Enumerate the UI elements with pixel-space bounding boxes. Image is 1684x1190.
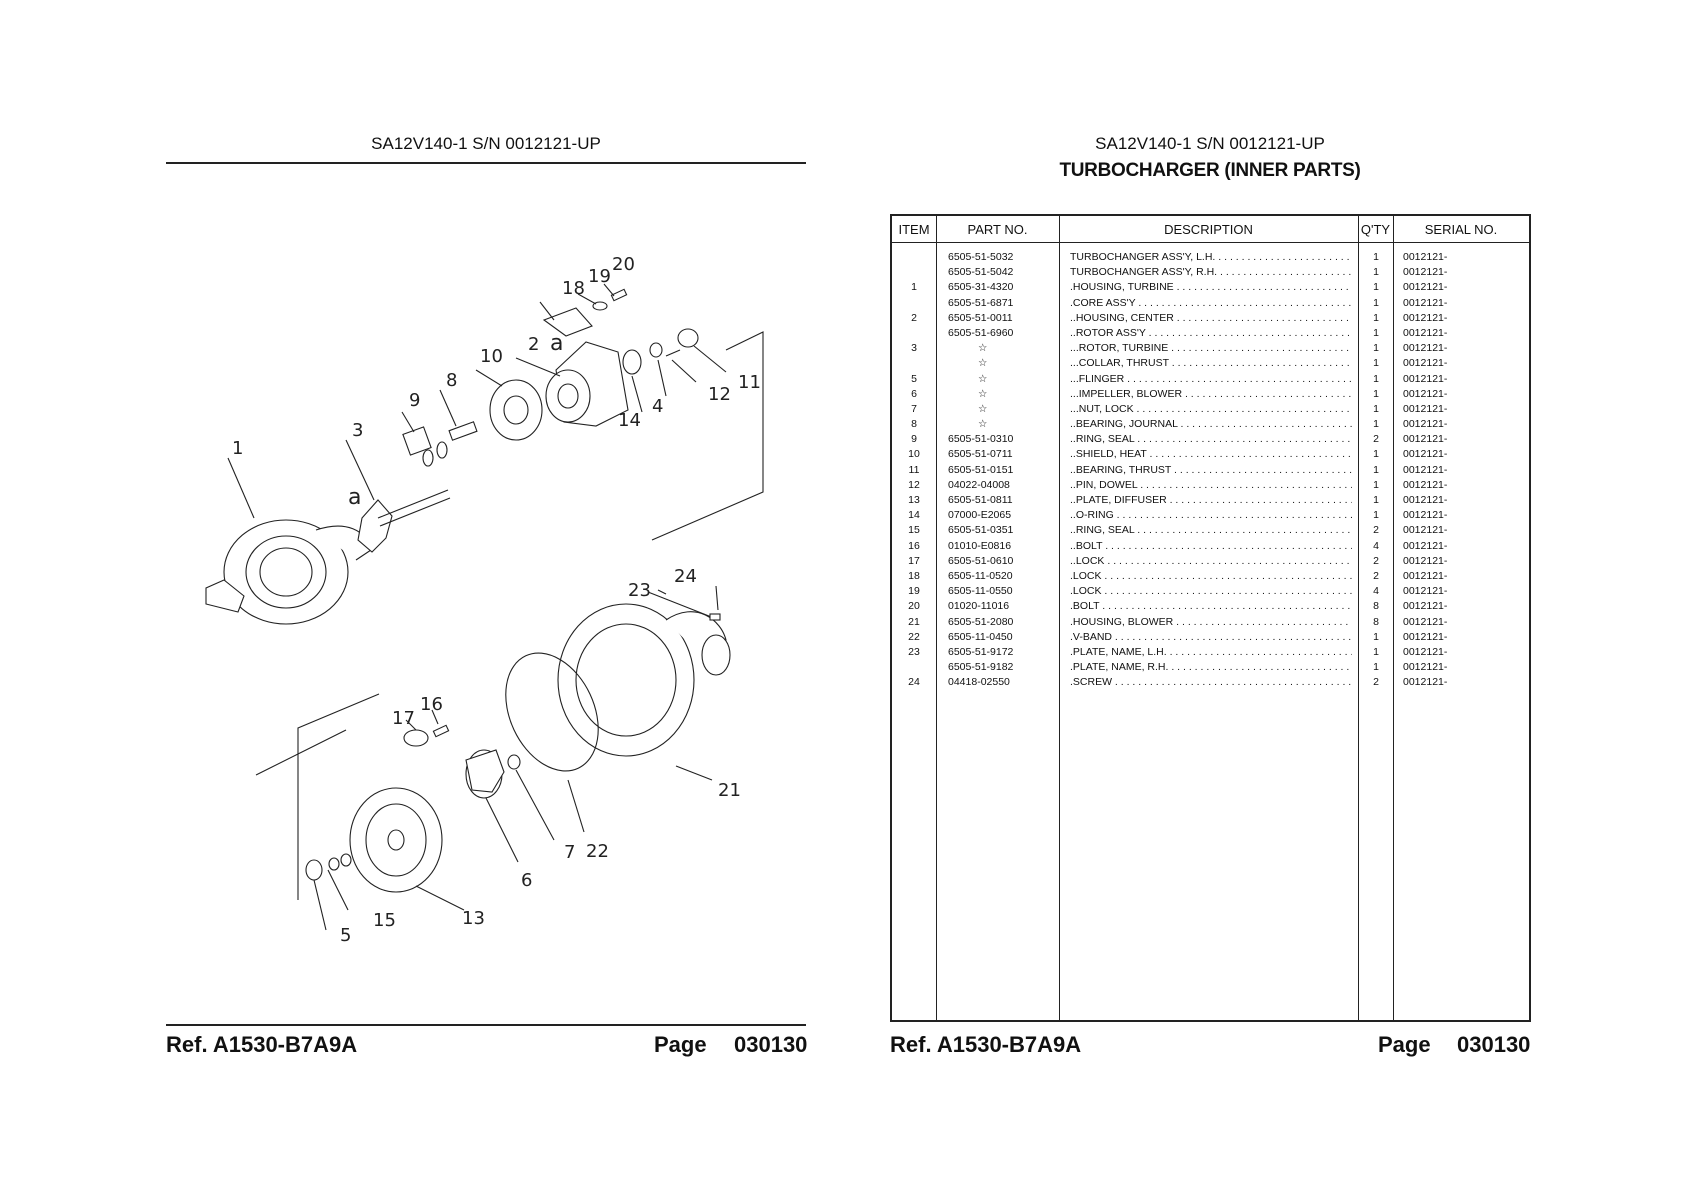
cell-serial-no: 0012121- [1403, 630, 1448, 643]
screw-part [710, 614, 720, 620]
cell-part-no: 6505-51-6960 [948, 326, 1014, 339]
cell-serial-no: 0012121- [1403, 478, 1448, 491]
cell-item: 2 [911, 311, 917, 324]
lock-nut-part [508, 755, 520, 769]
callout-12: 12 [708, 384, 731, 405]
callout-6: 6 [521, 870, 533, 891]
cell-description: .LOCK . . . [1070, 569, 1352, 584]
cell-qty: 1 [1373, 326, 1379, 339]
parts-rows [892, 250, 1529, 690]
table-row [892, 584, 1529, 599]
parts-table [890, 214, 1531, 1022]
cell-serial-no: 0012121- [1403, 569, 1448, 582]
callout-5: 5 [340, 925, 352, 946]
cell-description: .HOUSING, TURBINE . . . [1070, 280, 1352, 295]
turbine-housing-part [206, 520, 371, 624]
upper-group-frame [652, 332, 763, 540]
table-row [892, 311, 1529, 326]
table-row [892, 675, 1529, 690]
cell-item: 12 [908, 478, 920, 491]
cell-qty: 1 [1373, 342, 1379, 355]
cell-part-no: 6505-11-0520 [948, 569, 1013, 582]
cell-qty: 2 [1373, 676, 1379, 689]
cell-item: 13 [908, 494, 920, 506]
cell-item: 3 [911, 342, 917, 355]
col-header-item: ITEM [898, 222, 930, 237]
cell-qty: 2 [1373, 524, 1379, 537]
callout-16: 16 [420, 694, 443, 715]
blower-housing-part [558, 604, 730, 756]
cell-qty: 1 [1373, 448, 1379, 461]
cell-qty: 4 [1373, 585, 1379, 598]
cell-item: 1 [911, 281, 917, 294]
callout-a-upper: a [550, 331, 564, 356]
left-footer-page-number: 030130 [734, 1032, 808, 1057]
cell-item: 9 [911, 433, 917, 446]
cell-qty: 2 [1373, 569, 1379, 582]
right-footer-page-label: Page [1378, 1032, 1431, 1057]
bolt-16-part [433, 725, 448, 736]
cell-item: 19 [908, 585, 920, 598]
cell-serial-no: 0012121- [1403, 463, 1448, 476]
cell-part-no: 01020-11016 [948, 600, 1010, 613]
exploded-parts-diagram [166, 200, 806, 1020]
cell-part-no: 01010-E0816 [948, 539, 1012, 552]
callout-20: 20 [612, 254, 635, 275]
cell-part-no: 6505-51-2080 [948, 615, 1014, 628]
cell-serial-no: 0012121- [1403, 448, 1448, 461]
col-header-part-no: PART NO. [967, 222, 1028, 237]
cell-item: 11 [908, 463, 920, 476]
table-row [892, 356, 1529, 371]
table-row [892, 250, 1529, 265]
cell-description: ...NUT, LOCK . . . [1070, 402, 1352, 417]
cell-qty: 2 [1373, 433, 1379, 446]
cell-description: ..O-RING . . . [1070, 508, 1352, 523]
cell-description: ..BEARING, JOURNAL . . . [1070, 417, 1352, 432]
cell-qty: 1 [1373, 281, 1379, 294]
cell-description: TURBOCHANGER ASS'Y, R.H. . . . [1070, 265, 1352, 280]
table-row [892, 660, 1529, 675]
cell-item: 8 [911, 418, 917, 431]
table-row [892, 599, 1529, 614]
cell-qty: 1 [1373, 463, 1379, 476]
cell-part-no: 6505-51-0610 [948, 554, 1014, 567]
cell-part-no: 6505-51-0310 [948, 433, 1014, 446]
callout-4: 4 [652, 396, 664, 417]
cell-item: 16 [908, 539, 920, 552]
heat-shield-part [490, 380, 542, 440]
col-header-description: DESCRIPTION [1164, 222, 1253, 237]
callout-14: 14 [618, 410, 641, 431]
cell-serial-no: 0012121- [1403, 661, 1448, 674]
cell-qty: 4 [1373, 539, 1379, 552]
cell-serial-no: 0012121- [1403, 357, 1448, 370]
table-row [892, 372, 1529, 387]
cell-qty: 1 [1373, 266, 1379, 279]
cell-description: .SCREW . . . [1070, 675, 1352, 690]
table-row [892, 280, 1529, 295]
cell-qty: 2 [1373, 554, 1379, 567]
cell-serial-no: 0012121- [1403, 494, 1448, 506]
cell-serial-no: 0012121- [1403, 266, 1448, 279]
cell-serial-no: 0012121- [1403, 645, 1448, 658]
cell-description: .V-BAND . . . [1070, 630, 1352, 645]
table-row [892, 265, 1529, 280]
table-row [892, 432, 1529, 447]
cell-item: 21 [908, 615, 920, 628]
cell-part-no: 6505-51-5032 [948, 251, 1014, 263]
cell-item: 6 [911, 387, 917, 400]
callout-7: 7 [564, 842, 576, 863]
cell-item: 10 [908, 448, 920, 461]
cell-description: ..SHIELD, HEAT . . . [1070, 447, 1352, 462]
cell-serial-no: 0012121- [1403, 418, 1448, 431]
table-row [892, 630, 1529, 645]
cell-serial-no: 0012121- [1403, 509, 1448, 522]
cell-part-no: 04418-02550 [948, 676, 1010, 689]
cell-qty: 1 [1373, 509, 1379, 522]
cell-description: .PLATE, NAME, R.H. . . . [1070, 660, 1352, 675]
dowel-pin-part [666, 350, 680, 356]
cell-description: ..RING, SEAL . . . [1070, 432, 1352, 447]
col-header-qty: Q'TY [1360, 222, 1391, 237]
cell-serial-no: 0012121- [1403, 251, 1448, 263]
cell-part-no: 6505-51-0351 [948, 524, 1014, 537]
callout-19: 19 [588, 266, 611, 287]
cell-item: 17 [908, 554, 920, 567]
cell-part-no: 6505-11-0550 [948, 585, 1013, 598]
cell-description: .HOUSING, BLOWER . . . [1070, 615, 1352, 630]
blower-impeller-part [466, 750, 504, 798]
cell-qty: 1 [1373, 494, 1379, 506]
cell-description: ..RING, SEAL . . . [1070, 523, 1352, 538]
cell-part-no: 6505-51-9172 [948, 645, 1014, 658]
table-row [892, 402, 1529, 417]
cell-part-no: 6505-51-5042 [948, 266, 1014, 279]
table-row [892, 478, 1529, 493]
table-row [892, 554, 1529, 569]
cell-qty: 1 [1373, 311, 1379, 324]
table-row [892, 539, 1529, 554]
callout-2: 2 [528, 334, 540, 355]
cell-item: 15 [908, 524, 920, 537]
seal-ring-15b-part [341, 854, 351, 866]
left-footer-rule [166, 1024, 806, 1026]
seal-ring-15a-part [329, 858, 339, 870]
cell-qty: 1 [1373, 251, 1379, 263]
callout-18: 18 [562, 278, 585, 299]
cell-description: ..BEARING, THRUST . . . [1070, 463, 1352, 478]
cell-qty: 1 [1373, 357, 1379, 370]
cell-part-no: 6505-51-0711 [948, 448, 1013, 461]
cell-description: .PLATE, NAME, L.H. . . . [1070, 645, 1352, 660]
cell-serial-no: 0012121- [1403, 296, 1448, 309]
table-row [892, 463, 1529, 478]
thrust-bearing-part [678, 329, 698, 347]
page-title: TURBOCHARGER (INNER PARTS) [1059, 160, 1361, 181]
cell-qty: 8 [1373, 615, 1379, 628]
cell-qty: 1 [1373, 296, 1379, 309]
cell-part-no: 6505-31-4320 [948, 281, 1014, 294]
callout-a-lower: a [348, 485, 362, 510]
cell-qty: 1 [1373, 372, 1379, 385]
cell-serial-no: 0012121- [1403, 600, 1448, 613]
cell-part-no: ☆ [978, 418, 988, 431]
cell-serial-no: 0012121- [1403, 281, 1448, 294]
cell-part-no: ☆ [978, 387, 988, 400]
cell-qty: 8 [1373, 600, 1379, 613]
cell-description: ..ROTOR ASS'Y . . . [1070, 326, 1352, 341]
cell-description: ...ROTOR, TURBINE . . . [1070, 341, 1352, 356]
cell-item: 23 [908, 645, 920, 658]
table-row [892, 508, 1529, 523]
cell-part-no: 6505-51-9182 [948, 661, 1014, 674]
cell-description: ..PIN, DOWEL . . . [1070, 478, 1352, 493]
cell-part-no: 04022-04008 [948, 478, 1010, 491]
seal-rings-part [403, 427, 447, 466]
right-page-header: SA12V140-1 S/N 0012121-UP [1095, 134, 1325, 153]
cell-qty: 1 [1373, 387, 1379, 400]
cell-serial-no: 0012121- [1403, 326, 1448, 339]
table-row [892, 493, 1529, 508]
cell-serial-no: 0012121- [1403, 676, 1448, 689]
cell-part-no: 6505-51-6871 [948, 296, 1014, 309]
cell-qty: 1 [1373, 418, 1379, 431]
table-row [892, 296, 1529, 311]
callout-8: 8 [446, 370, 458, 391]
left-footer-page-label: Page [654, 1032, 707, 1057]
cell-item: 14 [908, 509, 920, 522]
cell-description: ..PLATE, DIFFUSER . . . [1070, 493, 1352, 508]
cell-description: .CORE ASS'Y . . . [1070, 296, 1352, 311]
cell-serial-no: 0012121- [1403, 311, 1448, 324]
callout-13: 13 [462, 908, 485, 929]
cell-part-no: ☆ [978, 402, 988, 415]
right-footer-ref: Ref. A1530-B7A9A [890, 1032, 1082, 1057]
col-header-serial-no: SERIAL NO. [1424, 222, 1498, 237]
table-row [892, 341, 1529, 356]
callout-21: 21 [718, 780, 741, 801]
cell-serial-no: 0012121- [1403, 615, 1448, 628]
cell-description: ...FLINGER . . . [1070, 372, 1352, 387]
cell-qty: 1 [1373, 402, 1379, 415]
callout-24: 24 [674, 566, 697, 587]
table-row [892, 569, 1529, 584]
table-row [892, 523, 1529, 538]
cell-qty: 1 [1373, 661, 1379, 674]
table-row [892, 447, 1529, 462]
cell-description: ...IMPELLER, BLOWER . . . [1070, 387, 1352, 402]
cell-part-no: ☆ [978, 342, 988, 355]
cell-description: .BOLT . . . [1070, 599, 1352, 614]
cell-serial-no: 0012121- [1403, 554, 1448, 567]
cell-description: ..HOUSING, CENTER . . . [1070, 311, 1352, 326]
turbine-rotor-part [358, 490, 450, 552]
cell-part-no: 6505-51-0811 [948, 494, 1013, 506]
callout-17: 17 [392, 708, 415, 729]
callout-22: 22 [586, 841, 609, 862]
cell-part-no: 6505-11-0450 [948, 630, 1013, 643]
cell-part-no: 6505-51-0151 [948, 463, 1014, 476]
left-header-rule [166, 162, 806, 164]
cell-serial-no: 0012121- [1403, 539, 1448, 552]
lock-17-part [404, 730, 428, 746]
cell-serial-no: 0012121- [1403, 402, 1448, 415]
table-row [892, 615, 1529, 630]
callout-15: 15 [373, 910, 396, 931]
cell-description: ..BOLT . . . [1070, 539, 1352, 554]
cell-serial-no: 0012121- [1403, 372, 1448, 385]
table-row [892, 387, 1529, 402]
cell-description: ...COLLAR, THRUST . . . [1070, 356, 1352, 371]
cell-description: .LOCK . . . [1070, 584, 1352, 599]
cell-serial-no: 0012121- [1403, 387, 1448, 400]
callout-11: 11 [738, 372, 761, 393]
journal-bearing-part [449, 422, 477, 440]
table-row [892, 326, 1529, 341]
left-page-header: SA12V140-1 S/N 0012121-UP [371, 134, 601, 153]
header-divider [892, 242, 1529, 243]
callout-9: 9 [409, 390, 421, 411]
cell-qty: 1 [1373, 630, 1379, 643]
right-footer-page-number: 030130 [1457, 1032, 1531, 1057]
cell-serial-no: 0012121- [1403, 585, 1448, 598]
cell-item: 7 [911, 402, 917, 415]
cell-part-no: ☆ [978, 372, 988, 385]
cell-item: 22 [908, 630, 920, 643]
callout-10: 10 [480, 346, 503, 367]
cell-description: ..LOCK . . . [1070, 554, 1352, 569]
diffuser-plate-part [350, 788, 442, 892]
cell-serial-no: 0012121- [1403, 524, 1448, 537]
flinger-part [306, 860, 322, 880]
cell-serial-no: 0012121- [1403, 433, 1448, 446]
cell-serial-no: 0012121- [1403, 342, 1448, 355]
cell-item: 20 [908, 600, 920, 613]
cell-qty: 1 [1373, 645, 1379, 658]
table-row [892, 417, 1529, 432]
cell-part-no: 6505-51-0011 [948, 311, 1013, 324]
cell-description: TURBOCHANGER ASS'Y, L.H. . . . [1070, 250, 1352, 265]
thrust-collar-part [650, 343, 662, 357]
left-footer-ref: Ref. A1530-B7A9A [166, 1032, 358, 1057]
cell-qty: 1 [1373, 478, 1379, 491]
cell-item: 24 [908, 676, 920, 689]
callout-23: 23 [628, 580, 651, 601]
callout-3: 3 [352, 420, 364, 441]
o-ring-part [623, 350, 641, 374]
cell-part-no: ☆ [978, 357, 988, 370]
table-row [892, 645, 1529, 660]
cell-item: 18 [908, 569, 920, 582]
callout-1: 1 [232, 438, 244, 459]
cell-part-no: 07000-E2065 [948, 509, 1012, 522]
cell-item: 5 [911, 372, 917, 385]
